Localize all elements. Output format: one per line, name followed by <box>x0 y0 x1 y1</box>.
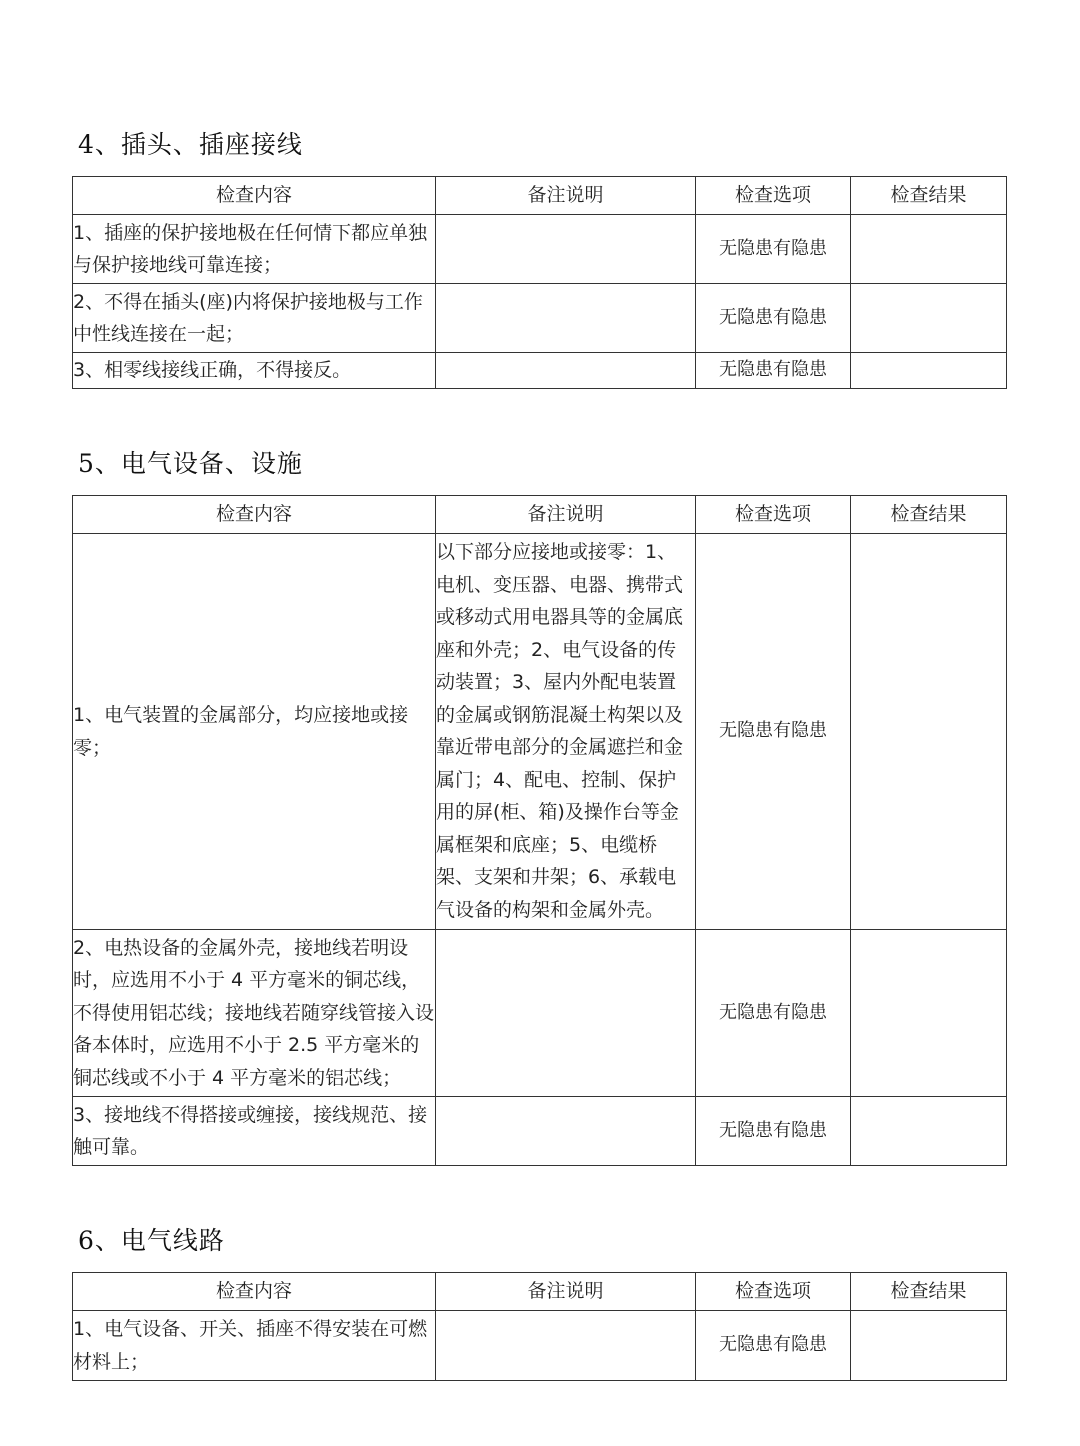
check-result-cell[interactable] <box>851 215 1007 284</box>
header-option: 检查选项 <box>696 177 851 215</box>
check-content-cell: 1、插座的保护接地极在任何情下都应单独与保护接地线可靠连接； <box>73 215 436 284</box>
check-result-cell[interactable] <box>851 284 1007 353</box>
check-result-cell[interactable] <box>851 930 1007 1097</box>
section-title: 6、电气线路 <box>78 1226 225 1255</box>
note-cell: 以下部分应接地或接零：1、电机、变压器、电器、携带式或移动式用电器具等的金属底座和外壳；2、电气设备的传动装置；3、屋内外配电装置的金属或钢筋混凝土构架以及靠近带电部分的金属遮拦和金属门；4、配电、控制、保护用的屏(柜、箱)及操作台等金属框架和底座；5、电缆桥架、支架和井架；6、承载电气设备的构架和金属外壳。 <box>436 534 696 930</box>
check-result-cell[interactable] <box>851 534 1007 930</box>
check-content-cell: 3、相零线接线正确，不得接反。 <box>73 353 436 389</box>
section-title: 5、电气设备、设施 <box>78 449 303 478</box>
check-content-cell: 3、接地线不得搭接或缠接，接线规范、接触可靠。 <box>73 1097 436 1166</box>
table-row <box>73 215 1007 284</box>
table-row <box>73 930 1007 1097</box>
header-result: 检查结果 <box>851 1273 1007 1311</box>
header-note: 备注说明 <box>436 1273 696 1311</box>
table-row <box>73 353 1007 389</box>
note-cell <box>436 1311 696 1381</box>
table-row <box>73 1311 1007 1381</box>
check-content-cell: 2、不得在插头(座)内将保护接地极与工作中性线连接在一起； <box>73 284 436 353</box>
header-result: 检查结果 <box>851 496 1007 534</box>
check-option-cell[interactable]: 无隐患有隐患 <box>696 284 851 353</box>
table-header-row <box>73 177 1007 215</box>
checklist-table <box>72 1272 1007 1381</box>
check-option-cell[interactable]: 无隐患有隐患 <box>696 353 851 389</box>
header-note: 备注说明 <box>436 177 696 215</box>
header-option: 检查选项 <box>696 1273 851 1311</box>
note-cell <box>436 353 696 389</box>
check-option-cell[interactable]: 无隐患有隐患 <box>696 215 851 284</box>
table-row <box>73 534 1007 930</box>
check-result-cell[interactable] <box>851 353 1007 389</box>
header-content: 检查内容 <box>73 496 436 534</box>
check-option-cell[interactable]: 无隐患有隐患 <box>696 1311 851 1381</box>
header-option: 检查选项 <box>696 496 851 534</box>
section-title: 4、插头、插座接线 <box>78 130 303 159</box>
check-option-cell[interactable]: 无隐患有隐患 <box>696 534 851 930</box>
header-result: 检查结果 <box>851 177 1007 215</box>
note-cell <box>436 215 696 284</box>
table-header-row <box>73 1273 1007 1311</box>
check-option-cell[interactable]: 无隐患有隐患 <box>696 1097 851 1166</box>
table-row <box>73 1097 1007 1166</box>
table-row <box>73 284 1007 353</box>
check-content-cell: 1、电气设备、开关、插座不得安装在可燃材料上； <box>73 1311 436 1381</box>
note-cell <box>436 930 696 1097</box>
table-header-row <box>73 496 1007 534</box>
checklist-table <box>72 176 1007 389</box>
header-content: 检查内容 <box>73 177 436 215</box>
note-cell <box>436 284 696 353</box>
note-cell <box>436 1097 696 1166</box>
checklist-table <box>72 495 1007 1166</box>
header-content: 检查内容 <box>73 1273 436 1311</box>
check-content-cell: 1、电气装置的金属部分，均应接地或接零； <box>73 534 436 930</box>
check-option-cell[interactable]: 无隐患有隐患 <box>696 930 851 1097</box>
check-result-cell[interactable] <box>851 1311 1007 1381</box>
header-note: 备注说明 <box>436 496 696 534</box>
check-result-cell[interactable] <box>851 1097 1007 1166</box>
check-content-cell: 2、电热设备的金属外壳，接地线若明设时，应选用不小于 4 平方毫米的铜芯线，不得使用铝芯线；接地线若随穿线管接入设备本体时，应选用不小于 2.5 平方毫米的铜芯线或不小于 4 平方毫米的铝芯线； <box>73 930 436 1097</box>
